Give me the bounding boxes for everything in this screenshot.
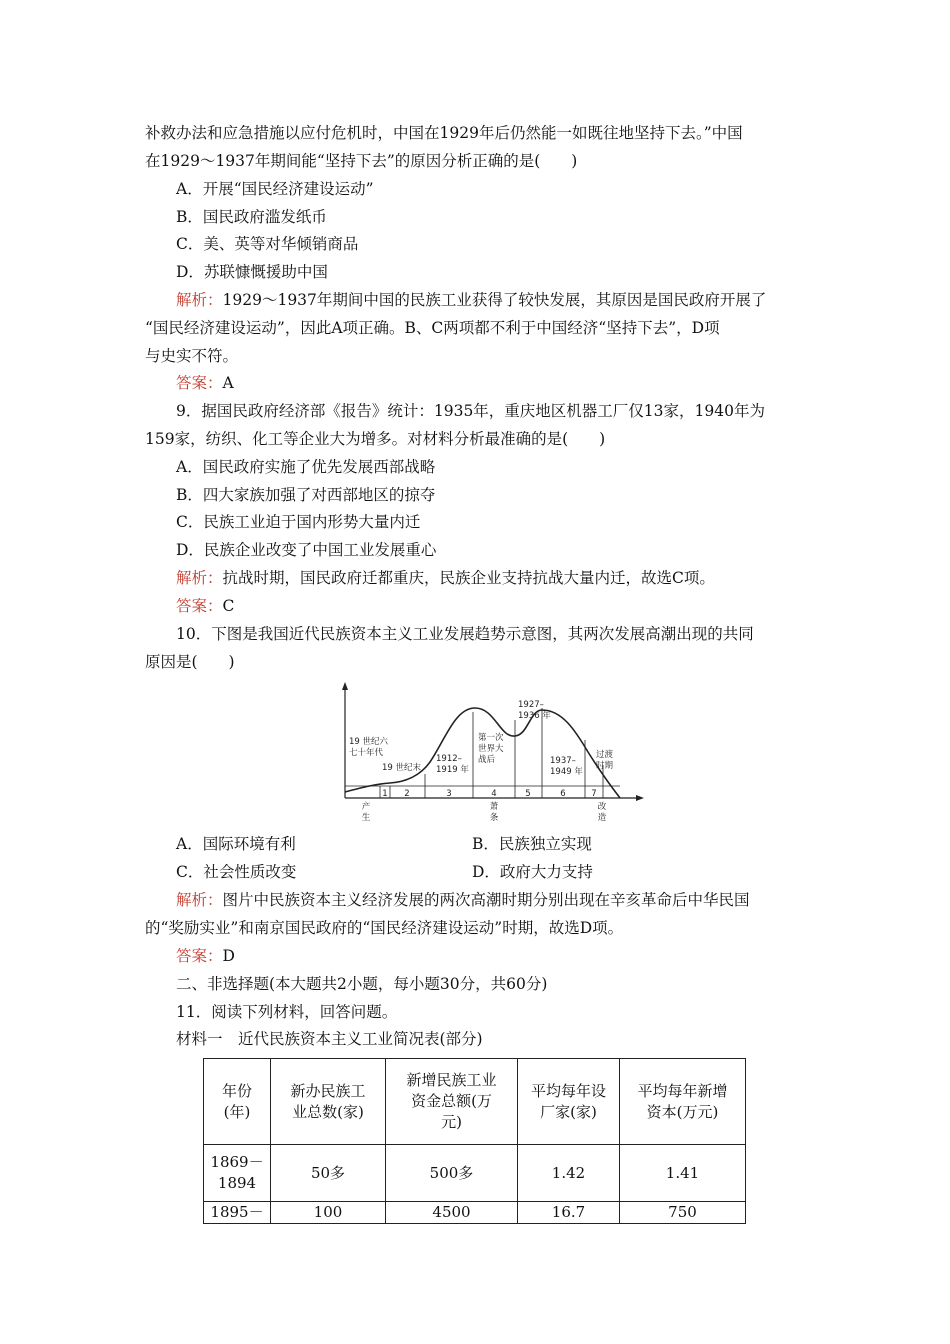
segment-number: 4 bbox=[491, 789, 497, 799]
q8-stem-line-1: 补救办法和应急措施以应付危机时，中国在1929年后仍然能一如既往地坚持下去。”中国 bbox=[145, 124, 743, 142]
cell-new-capital: 4500 bbox=[386, 1202, 518, 1224]
q9-option-b: B．四大家族加强了对西部地区的掠夺 bbox=[176, 486, 436, 504]
label-1927-line2: 1936 年 bbox=[518, 711, 551, 721]
header-new-enterprises: 新办民族工 业总数(家) bbox=[271, 1059, 386, 1145]
label-1937-line1: 1937– bbox=[550, 756, 576, 766]
q10-analysis-label: 解析： bbox=[176, 891, 223, 909]
label-ww1-line3: 战后 bbox=[478, 755, 496, 765]
q8-analysis-line-3: 与史实不符。 bbox=[145, 347, 239, 365]
section-2-heading: 二、非选择题(本大题共2小题，每小题30分，共60分) bbox=[176, 975, 548, 993]
bottom-label-tiao: 条 bbox=[489, 813, 499, 823]
q9-answer: C bbox=[222, 597, 235, 615]
q9-option-c: C．民族工业迫于国内形势大量内迁 bbox=[176, 513, 421, 531]
q8-analysis-text: 1929～1937年期间中国的民族工业获得了较快发展，其原因是国民政府开展了 bbox=[222, 291, 767, 309]
cell-avg-factories: 1.42 bbox=[518, 1145, 620, 1202]
table-row bbox=[204, 1202, 746, 1224]
industry-summary-table bbox=[203, 1058, 746, 1224]
q8-option-d: D．苏联慷慨援助中国 bbox=[176, 263, 328, 281]
cell-new-enterprises: 50多 bbox=[271, 1145, 386, 1202]
header-year: 年份 (年) bbox=[204, 1059, 271, 1145]
q10-stem-line-2: 原因是( ) bbox=[145, 653, 235, 671]
label-19c-6070-line2: 七十年代 bbox=[349, 748, 384, 758]
q9-analysis-text: 抗战时期，国民政府迁都重庆，民族企业支持抗战大量内迁，故选C项。 bbox=[222, 569, 715, 587]
industry-trend-diagram bbox=[330, 680, 650, 830]
q8-analysis-label: 解析： bbox=[176, 291, 223, 309]
q10-option-c: C．社会性质改变 bbox=[176, 863, 297, 881]
header-avg-factories: 平均每年设 厂家(家) bbox=[518, 1059, 620, 1145]
q10-analysis-line-2: 的“奖励实业”和南京国民政府的“国民经济建设运动”时期，故选D项。 bbox=[145, 919, 624, 937]
bottom-label-xiao: 萧 bbox=[489, 802, 499, 812]
x-axis-arrow bbox=[636, 795, 644, 801]
segment-number: 7 bbox=[591, 789, 597, 799]
q8-analysis-line-1 bbox=[176, 290, 766, 310]
header-avg-capital: 平均每年新增 资本(万元) bbox=[620, 1059, 746, 1145]
label-1912-line1: 1912– bbox=[436, 754, 462, 764]
cell-new-enterprises: 100 bbox=[271, 1202, 386, 1224]
q9-stem-line-2: 159家，纺织、化工等企业大为增多。对材料分析最准确的是( ) bbox=[145, 430, 606, 448]
cell-year: 1869－ 1894 bbox=[204, 1145, 271, 1202]
q9-option-d: D．民族企业改变了中国工业发展重心 bbox=[176, 541, 437, 559]
header-new-capital: 新增民族工业 资金总额(万 元) bbox=[386, 1059, 518, 1145]
y-axis-arrow bbox=[342, 682, 348, 690]
q10-option-b: B．民族独立实现 bbox=[472, 835, 592, 853]
label-1912-line2: 1919 年 bbox=[436, 765, 469, 775]
cell-avg-factories: 16.7 bbox=[518, 1202, 620, 1224]
q9-analysis-line bbox=[176, 568, 715, 588]
cell-avg-capital: 1.41 bbox=[620, 1145, 746, 1202]
q9-answer-label: 答案： bbox=[176, 597, 223, 615]
bottom-label-gai: 改 bbox=[597, 802, 607, 812]
bottom-label-zao: 造 bbox=[597, 813, 607, 823]
q11-stem: 11．阅读下列材料，回答问题。 bbox=[176, 1003, 398, 1021]
q9-stem-line-1: 9．据国民政府经济部《报告》统计：1935年，重庆地区机器工厂仅13家，1940年为 bbox=[176, 402, 765, 420]
q8-analysis-line-2: “国民经济建设运动”，因此A项正确。B、C两项都不利于中国经济“坚持下去”，D项 bbox=[145, 319, 720, 337]
label-ww1-line1: 第一次 bbox=[478, 733, 504, 743]
material-1-title: 材料一 近代民族资本主义工业简况表(部分) bbox=[176, 1030, 483, 1048]
q10-answer-line bbox=[176, 946, 235, 966]
q10-analysis-text: 图片中民族资本主义经济发展的两次高潮时期分别出现在辛亥革命后中华民国 bbox=[222, 891, 750, 909]
q9-option-a: A．国民政府实施了优先发展西部战略 bbox=[176, 458, 436, 476]
segment-number: 5 bbox=[525, 789, 531, 799]
q9-answer-line bbox=[176, 596, 234, 616]
cell-year: 1895－ bbox=[204, 1202, 271, 1224]
q8-answer: A bbox=[222, 374, 234, 392]
q10-answer: D bbox=[222, 947, 235, 965]
label-transition-line1: 过渡 bbox=[596, 750, 614, 760]
segment-number: 6 bbox=[560, 789, 566, 799]
table-header-row bbox=[204, 1059, 746, 1145]
q10-answer-label: 答案： bbox=[176, 947, 223, 965]
label-19c-6070-line1: 19 世纪六 bbox=[349, 737, 389, 747]
q8-answer-label: 答案： bbox=[176, 374, 223, 392]
q10-option-d: D．政府大力支持 bbox=[472, 863, 593, 881]
label-ww1-line2: 世界大 bbox=[478, 744, 504, 754]
label-1927-line1: 1927– bbox=[518, 700, 544, 710]
q10-analysis-line-1 bbox=[176, 890, 750, 910]
q8-answer-line bbox=[176, 373, 234, 393]
cell-new-capital: 500多 bbox=[386, 1145, 518, 1202]
bottom-label-sheng: 生 bbox=[361, 813, 371, 823]
q10-stem-line-1: 10．下图是我国近代民族资本主义工业发展趋势示意图，其两次发展高潮出现的共同 bbox=[176, 625, 754, 643]
segment-number: 2 bbox=[404, 789, 410, 799]
q9-analysis-label: 解析： bbox=[176, 569, 223, 587]
table-row bbox=[204, 1145, 746, 1202]
bottom-label-chan: 产 bbox=[361, 802, 371, 812]
segment-number: 3 bbox=[446, 789, 452, 799]
label-1937-line2: 1949 年 bbox=[550, 767, 583, 777]
q8-stem-line-2: 在1929～1937年期间能“坚持下去”的原因分析正确的是( ) bbox=[145, 152, 578, 170]
q8-option-a: A．开展“国民经济建设运动” bbox=[176, 180, 374, 198]
segment-number: 1 bbox=[382, 789, 388, 799]
q10-option-a: A．国际环境有利 bbox=[176, 835, 296, 853]
label-transition-line2: 时期 bbox=[596, 761, 614, 771]
cell-avg-capital: 750 bbox=[620, 1202, 746, 1224]
label-19c-end: 19 世纪末 bbox=[382, 763, 422, 773]
q8-option-c: C．美、英等对华倾销商品 bbox=[176, 235, 359, 253]
q8-option-b: B．国民政府滥发纸币 bbox=[176, 208, 327, 226]
